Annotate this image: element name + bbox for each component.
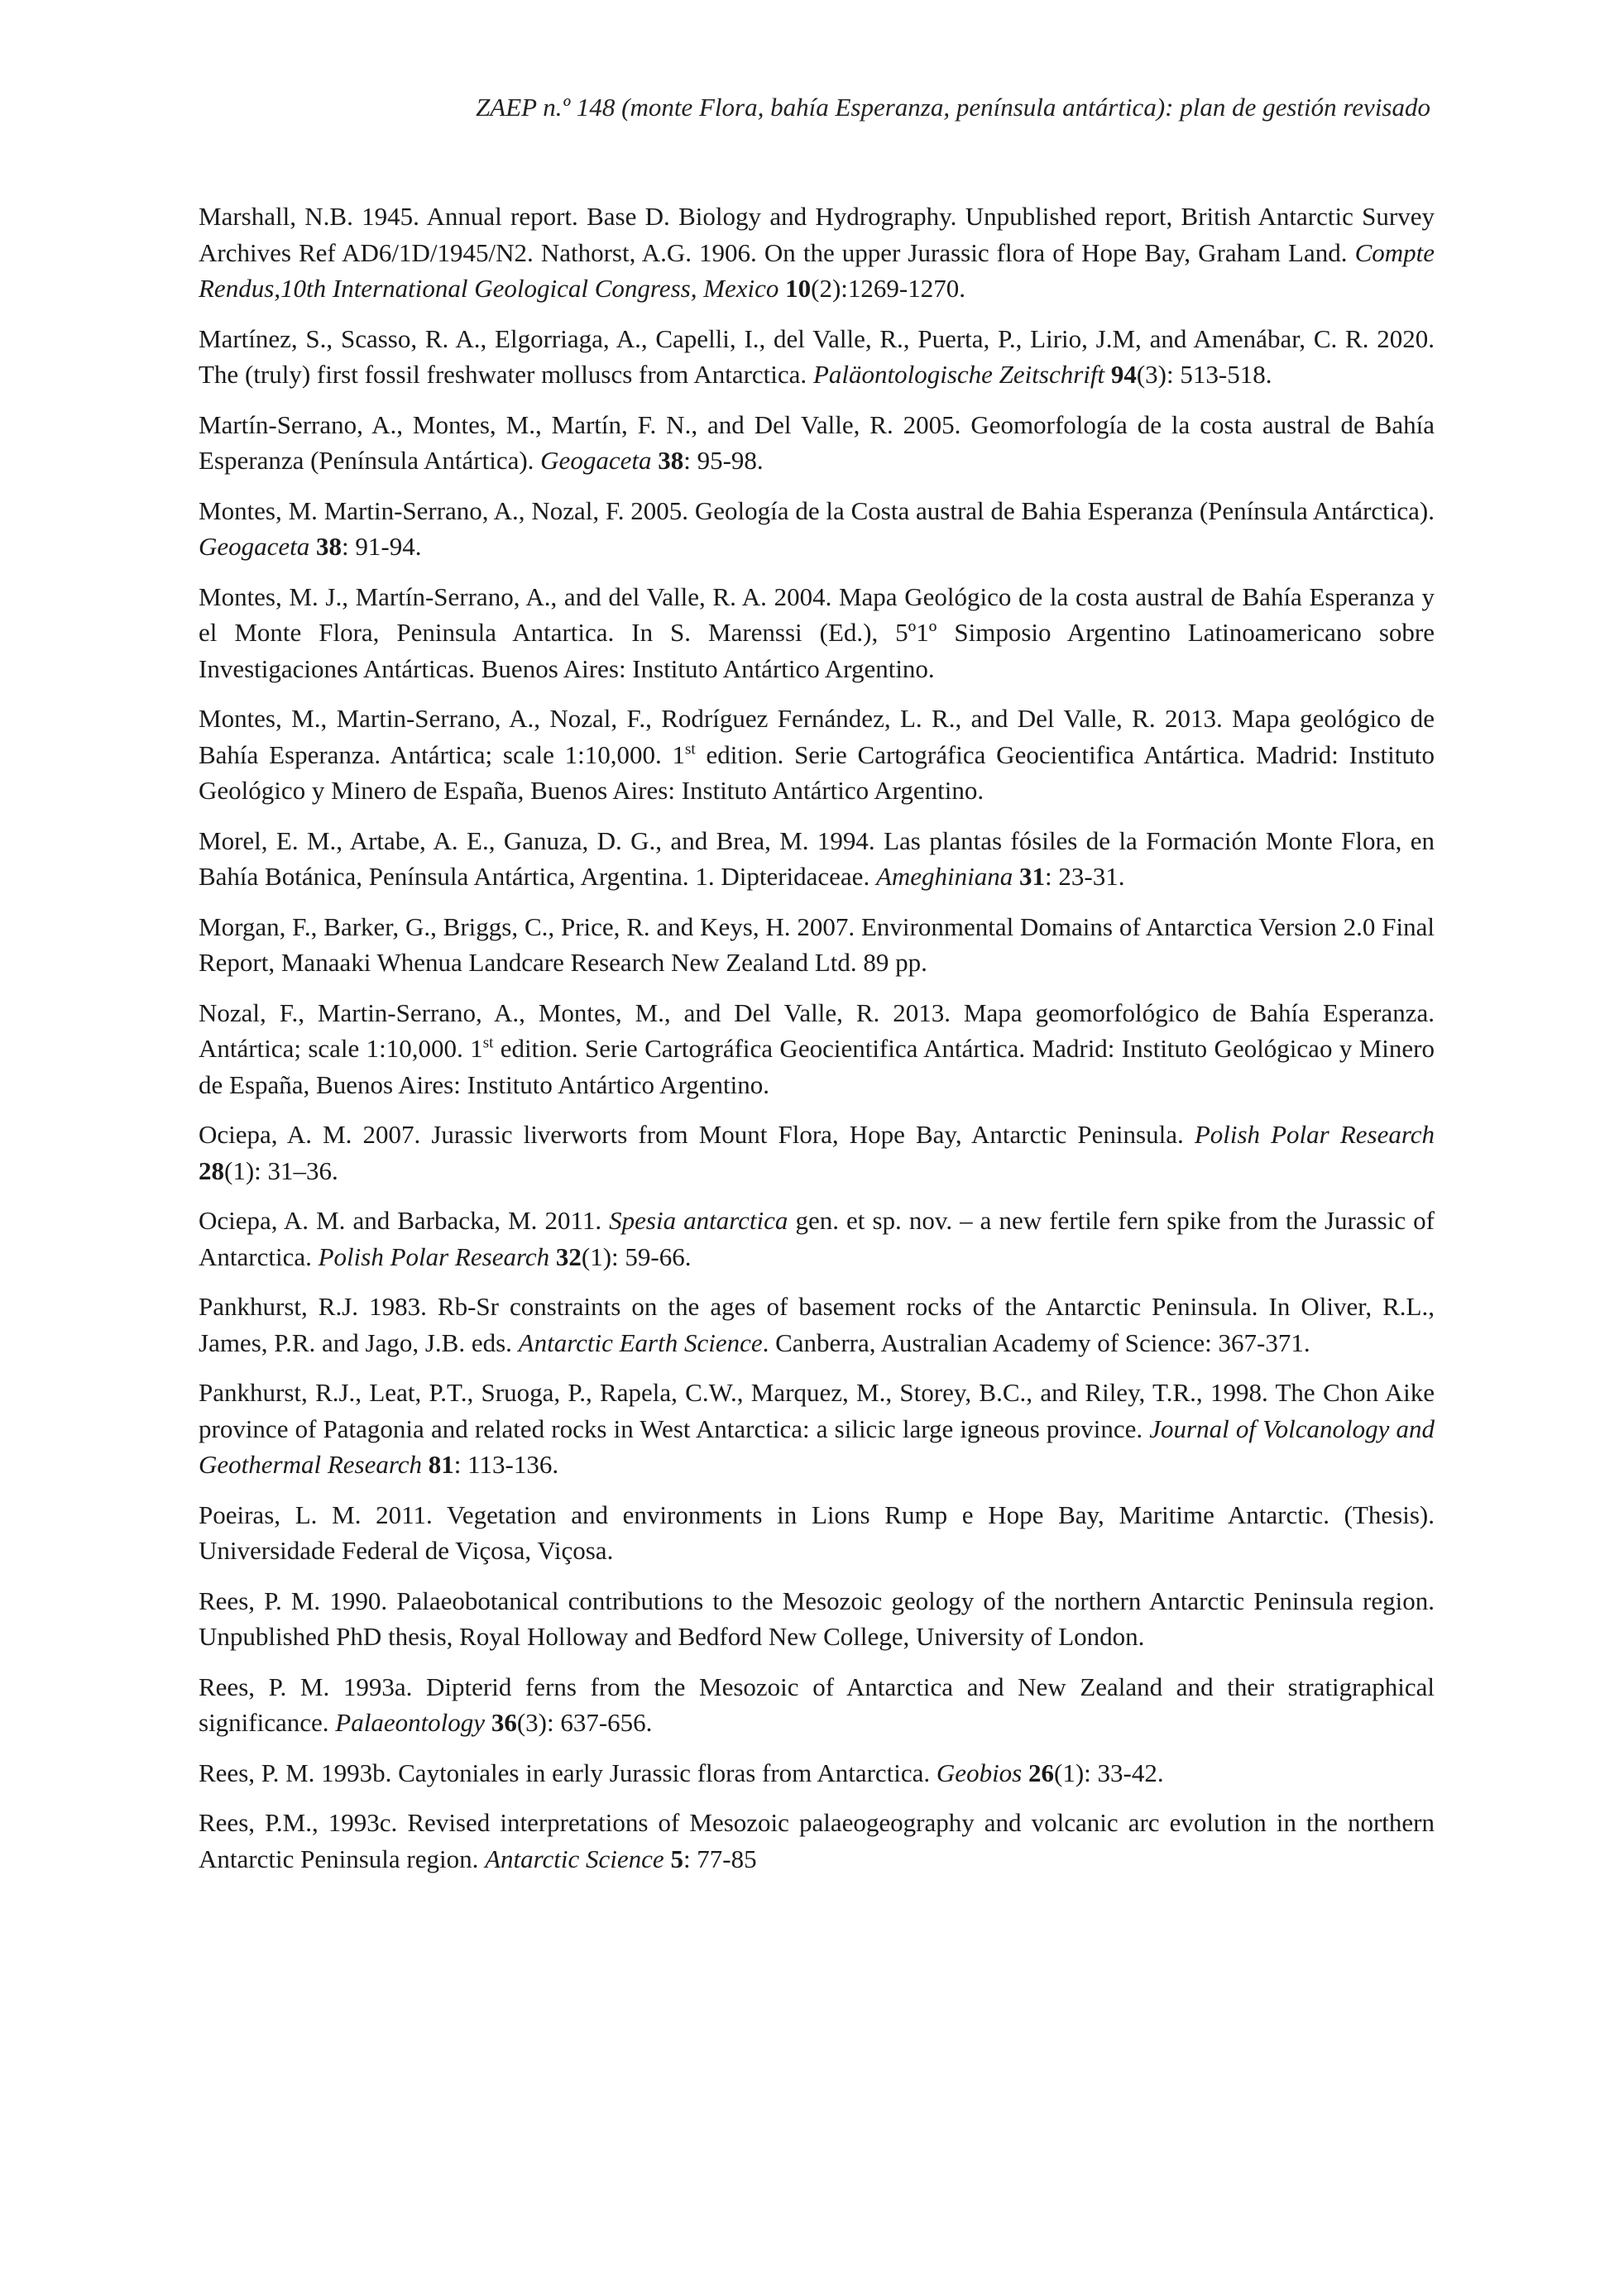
reference-text-segment: Rees, P. M. 1990. Palaeobotanical contributions to the Mesozoic geology of the northern Antarctic Peninsula region. Unpublished PhD thesis, Royal Holloway and Bedford New College, University of London.	[199, 1586, 1435, 1651]
reference-text-segment: Morel, E. M., Artabe, A. E., Ganuza, D. G., and Brea, M. 1994. Las plantas fósiles de la Formación Monte Flora, en Bahía Botánica, Península Antártica, Argentina. 1. Dipteridaceae.	[199, 825, 1435, 891]
reference-entry	[199, 1289, 1435, 1361]
reference-text-segment: Nozal, F., Martin-Serrano, A., Montes, M., and Del Valle, R. 2013. Mapa geomorfológico de Bahía Esperanza. Antártica; scale 1:10,000. 1	[199, 997, 1435, 1063]
reference-text-segment: gen. et sp. nov. – a new fertile fern spike from the Jurassic of Antarctica.	[199, 1206, 1435, 1271]
reference-text-segment: Polish Polar Research	[318, 1241, 550, 1271]
reference-text-segment: Paläontologische Zeitschrift	[812, 360, 1105, 389]
reference-text-segment: Compte Rendus,10th International Geological Congress, Mexico	[199, 237, 1435, 303]
reference-text-segment: Geogaceta	[540, 446, 652, 475]
reference-text-segment: Marshall, N.B. 1945. Annual report. Base D. Biology and Hydrography. Unpublished report, British Antarctic Survey Archives Ref AD6/1D/1945/N2. Nathorst, A.G. 1906. On the upper Jurassic flora of Hope Bay, Graham Land.	[199, 202, 1435, 267]
reference-text-segment: Montes, M. Martin-Serrano, A., Nozal, F. 2005. Geología de la Costa austral de Bahia Esperanza (Península Antárctica).	[199, 495, 1435, 525]
reference-text-segment: Pankhurst, R.J., Leat, P.T., Sruoga, P., Rapela, C.W., Marquez, M., Storey, B.C., and Riley, T.R., 1998. The Chon Aike province of Patagonia and related rocks in West Antarctica: a silicic large igneous province.	[199, 1378, 1435, 1443]
reference-text-segment: (1): 59-66.	[581, 1241, 692, 1271]
reference-text-segment: : 23-31.	[1045, 862, 1125, 891]
reference-text-segment	[1013, 862, 1019, 891]
reference-text-segment: : 95-98.	[683, 446, 764, 475]
reference-entry	[199, 995, 1435, 1103]
reference-text-segment	[422, 1450, 429, 1479]
reference-text-segment: Geogaceta	[199, 532, 310, 561]
reference-text-segment: Morgan, F., Barker, G., Briggs, C., Price, R. and Keys, H. 2007. Environmental Domains of Antarctica Version 2.0 Final Report, Manaaki Whenua Landcare Research New Zealand Ltd. 89 pp.	[199, 911, 1435, 977]
reference-text-segment: Ameghiniana	[875, 862, 1013, 891]
reference-entry	[199, 909, 1435, 981]
reference-entry	[199, 1117, 1435, 1189]
reference-entry	[199, 1583, 1435, 1655]
reference-entry	[199, 199, 1435, 307]
reference-text-segment: edition. Serie Cartográfica Geocientifica Antártica. Madrid: Instituto Geológicao y Minero de España, Buenos Aires: Instituto Antártico Argentino.	[199, 1034, 1435, 1099]
reference-text-segment	[485, 1708, 491, 1737]
reference-entry	[199, 701, 1435, 809]
reference-text-segment: Geobios	[936, 1758, 1023, 1787]
reference-entry	[199, 321, 1435, 393]
reference-text-segment: 36	[491, 1708, 517, 1737]
reference-text-segment: Journal of Volcanology and Geothermal Research	[199, 1413, 1435, 1479]
reference-text-segment: 28	[199, 1155, 224, 1185]
reference-text-segment	[1104, 360, 1111, 389]
reference-text-segment: st	[482, 1034, 494, 1052]
reference-text-segment: 10	[785, 274, 812, 303]
reference-text-segment: (1): 33-42.	[1054, 1758, 1164, 1787]
reference-text-segment: 38	[658, 446, 684, 475]
reference-text-segment	[778, 274, 785, 303]
reference-text-segment: Poeiras, L. M. 2011. Vegetation and environments in Lions Rump e Hope Bay, Maritime Antarctic. (Thesis). Universidade Federal de Viçosa, Viçosa.	[199, 1500, 1435, 1565]
reference-text-segment: (3): 513-518.	[1136, 360, 1272, 389]
reference-entry	[199, 579, 1435, 687]
reference-entry	[199, 1375, 1435, 1483]
reference-text-segment: Ociepa, A. M. 2007. Jurassic liverworts from Mount Flora, Hope Bay, Antarctic Peninsula.	[199, 1120, 1195, 1149]
reference-text-segment: . Canberra, Australian Academy of Science: 367-371.	[762, 1327, 1310, 1357]
reference-entry	[199, 493, 1435, 565]
reference-entry	[199, 1755, 1435, 1791]
reference-text-segment: : 91-94.	[342, 532, 422, 561]
reference-text-segment: Montes, M. J., Martín-Serrano, A., and del Valle, R. A. 2004. Mapa Geológico de la costa austral de Bahía Esperanza y el Monte Flora, Peninsula Antartica. In S. Marenssi (Ed.), 5º1º Simposio Argentino Latinoamericano sobre Investigaciones Antárticas. Buenos Aires: Instituto Antártico Argentino.	[199, 581, 1435, 683]
reference-text-segment: 81	[428, 1450, 454, 1479]
reference-text-segment: 38	[316, 532, 343, 561]
reference-entry	[199, 1669, 1435, 1741]
reference-text-segment: 31	[1019, 862, 1046, 891]
reference-text-segment: Ociepa, A. M. and Barbacka, M. 2011.	[199, 1206, 610, 1235]
reference-text-segment: Rees, P.M., 1993c. Revised interpretations of Mesozoic palaeogeography and volcanic arc evolution in the northern Antarctic Peninsula region.	[199, 1808, 1435, 1873]
reference-entry	[199, 407, 1435, 479]
reference-text-segment	[549, 1242, 556, 1271]
reference-text-segment: Antarctic Earth Science	[518, 1327, 763, 1357]
reference-text-segment	[1022, 1758, 1028, 1787]
reference-text-segment: 94	[1110, 360, 1137, 389]
reference-text-segment: 32	[555, 1241, 582, 1271]
reference-text-segment: : 113-136.	[453, 1450, 559, 1479]
reference-text-segment: : 77-85	[683, 1844, 757, 1873]
reference-text-segment: (3): 637-656.	[516, 1708, 653, 1737]
reference-text-segment: Palaeontology	[335, 1708, 486, 1737]
reference-text-segment: Martínez, S., Scasso, R. A., Elgorriaga, A., Capelli, I., del Valle, R., Puerta, P., Lirio, J.M, and Amenábar, C. R. 2020. The (truly) first fossil freshwater molluscs from Antarctica.	[199, 323, 1435, 389]
reference-text-segment: Montes, M., Martin-Serrano, A., Nozal, F., Rodríguez Fernández, L. R., and Del Valle, R. 2013. Mapa geológico de Bahía Esperanza. Antártica; scale 1:10,000. 1	[199, 704, 1435, 769]
reference-text-segment: (2):1269-1270.	[811, 274, 965, 303]
reference-text-segment: Rees, P. M. 1993b. Caytoniales in early Jurassic floras from Antarctica.	[199, 1758, 937, 1787]
reference-text-segment: Polish Polar Research	[1194, 1120, 1435, 1149]
reference-entry	[199, 1805, 1435, 1877]
reference-text-segment: Rees, P. M. 1993a. Dipterid ferns from the Mesozoic of Antarctica and New Zealand and their stratigraphical significance.	[199, 1672, 1435, 1737]
reference-text-segment: Martín-Serrano, A., Montes, M., Martín, F. N., and Del Valle, R. 2005. Geomorfología de la costa austral de Bahía Esperanza (Península Antártica).	[199, 409, 1435, 475]
running-header: ZAEP n.º 148 (monte Flora, bahía Esperanza, península antártica): plan de gestión revisado	[476, 93, 1430, 122]
reference-text-segment: (1): 31–36.	[224, 1155, 338, 1185]
reference-entry	[199, 1203, 1435, 1275]
reference-text-segment: 5	[670, 1844, 683, 1873]
reference-text-segment: edition. Serie Cartográfica Geocientifica Antártica. Madrid: Instituto Geológico y Minero de España, Buenos Aires: Instituto Antártico Argentino.	[199, 739, 1435, 805]
reference-text-segment: Spesia antarctica	[609, 1206, 788, 1235]
reference-list	[199, 199, 1435, 1891]
reference-entry	[199, 823, 1435, 895]
reference-entry	[199, 1497, 1435, 1569]
reference-text-segment: 26	[1028, 1758, 1054, 1787]
reference-text-segment: Pankhurst, R.J. 1983. Rb-Sr constraints on the ages of basement rocks of the Antarctic Peninsula. In Oliver, R.L., James, P.R. and Jago, J.B. eds.	[199, 1292, 1435, 1357]
reference-text-segment: Antarctic Science	[485, 1844, 664, 1873]
reference-text-segment	[309, 532, 316, 561]
reference-text-segment: st	[685, 740, 696, 758]
